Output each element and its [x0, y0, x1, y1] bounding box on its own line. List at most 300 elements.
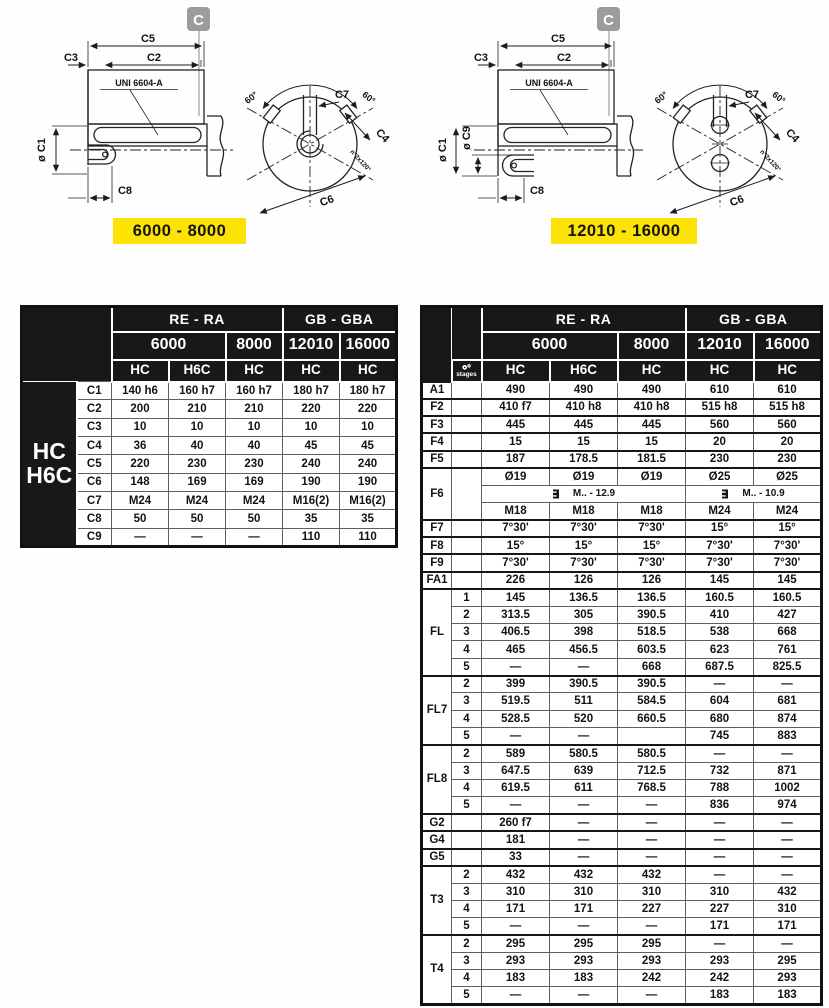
value-cell: 140 h6 — [112, 382, 169, 400]
value-cell: 538 — [686, 624, 754, 641]
value-cell: 145 — [482, 589, 550, 606]
value-cell: — — [550, 797, 618, 814]
table-row — [22, 400, 397, 418]
value-cell: 15° — [550, 537, 618, 554]
header-variant-hc: HC — [618, 360, 686, 382]
end-view-dimensions — [653, 85, 802, 213]
group-label-fl8: FL8 — [422, 745, 452, 814]
value-cell: 136.5 — [550, 589, 618, 606]
value-cell: 427 — [754, 606, 822, 623]
value-cell: 10 — [169, 418, 226, 436]
group-label-f5: F5 — [422, 451, 452, 468]
value-cell: 181 — [482, 831, 550, 848]
table-row — [422, 433, 822, 450]
table-row — [422, 797, 822, 814]
value-cell: 680 — [686, 710, 754, 727]
value-cell: 7°30' — [686, 537, 754, 554]
value-cell: 745 — [686, 727, 754, 744]
header-group-gb-gba: GB - GBA — [283, 307, 397, 332]
value-cell: 295 — [482, 935, 550, 952]
header-corner — [422, 307, 452, 382]
value-cell: 110 — [340, 528, 397, 546]
group-label-f3: F3 — [422, 416, 452, 433]
value-cell: 490 — [618, 382, 686, 399]
value-cell: 515 h8 — [754, 399, 822, 416]
value-cell: 160 h7 — [226, 382, 283, 400]
value-cell: Ø19 — [550, 468, 618, 485]
value-cell: 310 — [754, 900, 822, 917]
stage-cell: 5 — [452, 918, 482, 935]
header-variant-hc: HC — [482, 360, 550, 382]
value-cell: Ø19 — [618, 468, 686, 485]
value-cell: 50 — [169, 510, 226, 528]
value-cell: 15 — [618, 433, 686, 450]
value-cell: 295 — [754, 952, 822, 969]
value-cell: 7°30' — [618, 520, 686, 537]
stage-cell — [452, 382, 482, 399]
bolt-icon — [721, 489, 729, 499]
stage-cell — [452, 814, 482, 831]
table-row — [422, 520, 822, 537]
screw-class-label: M.. - 12.9 — [572, 487, 616, 499]
value-cell: 227 — [686, 900, 754, 917]
value-cell: — — [169, 528, 226, 546]
table-row — [422, 745, 822, 762]
side-view-dimensions — [437, 33, 614, 203]
stage-cell — [452, 451, 482, 468]
value-cell: — — [226, 528, 283, 546]
value-cell: 240 — [283, 455, 340, 473]
angle-label-right: 60° — [360, 89, 378, 106]
row-label-c2: C2 — [77, 400, 112, 418]
value-cell: — — [550, 727, 618, 744]
value-cell: — — [482, 658, 550, 675]
stage-cell — [452, 399, 482, 416]
value-cell: 171 — [754, 918, 822, 935]
value-cell: 623 — [686, 641, 754, 658]
value-cell: 45 — [283, 437, 340, 455]
group-label-fl: FL — [422, 589, 452, 675]
value-cell: 712.5 — [618, 762, 686, 779]
value-cell: 390.5 — [618, 606, 686, 623]
value-cell: 310 — [482, 883, 550, 900]
value-cell: M18 — [550, 503, 618, 520]
stage-cell: 3 — [452, 693, 482, 710]
value-cell: 180 h7 — [283, 382, 340, 400]
stage-cell: 5 — [452, 658, 482, 675]
value-cell: 160.5 — [686, 589, 754, 606]
value-cell: 7°30' — [754, 554, 822, 571]
section-badge-label: C — [193, 12, 204, 29]
row-label-c3: C3 — [77, 418, 112, 436]
value-cell: 171 — [550, 900, 618, 917]
value-cell: 490 — [550, 382, 618, 399]
value-cell: — — [754, 831, 822, 848]
group-label-g2: G2 — [422, 814, 452, 831]
stage-cell: 3 — [452, 762, 482, 779]
right-table-body — [422, 382, 822, 1005]
dim-label-c4: C4 — [783, 126, 802, 146]
dim-label-c3: C3 — [473, 52, 489, 64]
value-cell: Ø25 — [686, 468, 754, 485]
table-row — [22, 473, 397, 491]
value-cell: — — [482, 797, 550, 814]
table-row — [422, 416, 822, 433]
group-label-g4: G4 — [422, 831, 452, 848]
value-cell: 242 — [686, 970, 754, 987]
value-cell: — — [618, 918, 686, 935]
value-cell: — — [618, 831, 686, 848]
table-row — [422, 831, 822, 848]
value-cell: — — [754, 745, 822, 762]
value-cell: 136.5 — [618, 589, 686, 606]
value-cell: 226 — [482, 572, 550, 589]
dim-label-c2: C2 — [556, 52, 572, 64]
group-label-f9: F9 — [422, 554, 452, 571]
value-cell: 836 — [686, 797, 754, 814]
table-row — [422, 779, 822, 796]
value-cell: 456.5 — [550, 641, 618, 658]
value-cell: 126 — [618, 572, 686, 589]
value-cell: 390.5 — [618, 676, 686, 693]
value-cell: 768.5 — [618, 779, 686, 796]
value-cell: M24 — [169, 492, 226, 510]
table-row — [422, 987, 822, 1004]
value-cell: 210 — [226, 400, 283, 418]
header-size-12010: 12010 — [686, 332, 754, 360]
group-label-f2: F2 — [422, 399, 452, 416]
stage-cell — [452, 849, 482, 866]
angle-label-right: 60° — [770, 89, 788, 106]
group-label-fl7: FL7 — [422, 676, 452, 745]
value-cell: 465 — [482, 641, 550, 658]
value-cell — [618, 727, 686, 744]
value-cell: Ø25 — [754, 468, 822, 485]
value-cell: — — [618, 849, 686, 866]
value-cell: 490 — [482, 382, 550, 399]
value-cell: — — [550, 987, 618, 1004]
value-cell: 580.5 — [550, 745, 618, 762]
header-stages — [452, 360, 482, 382]
value-cell: M18 — [618, 503, 686, 520]
value-cell: 20 — [754, 433, 822, 450]
value-cell: 190 — [283, 473, 340, 491]
value-cell: 520 — [550, 710, 618, 727]
value-cell: 227 — [618, 900, 686, 917]
value-cell: 515 h8 — [686, 399, 754, 416]
header-size-16000: 16000 — [754, 332, 822, 360]
value-cell: 7°30' — [618, 554, 686, 571]
table-row — [422, 382, 822, 399]
stage-cell: 2 — [452, 606, 482, 623]
stage-cell: 4 — [452, 779, 482, 796]
value-cell: 974 — [754, 797, 822, 814]
value-cell: 7°30' — [550, 520, 618, 537]
screw-class-label: M.. - 10.9 — [742, 487, 785, 499]
value-cell: — — [112, 528, 169, 546]
value-cell: 50 — [226, 510, 283, 528]
dim-label-c6: C6 — [318, 193, 336, 210]
stage-cell: 2 — [452, 745, 482, 762]
value-cell: — — [686, 814, 754, 831]
value-cell: 293 — [550, 952, 618, 969]
section-badge-label: C — [603, 12, 614, 29]
value-cell: 15 — [482, 433, 550, 450]
table-row — [422, 693, 822, 710]
value-cell: 406.5 — [482, 624, 550, 641]
value-cell: — — [482, 987, 550, 1004]
dim-label-c5: C5 — [140, 33, 156, 45]
header-size-12010: 12010 — [283, 332, 340, 360]
header-corner — [452, 307, 482, 360]
value-cell: M24 — [754, 503, 822, 520]
table-row — [422, 918, 822, 935]
value-cell: 445 — [618, 416, 686, 433]
header-variant-h6c: H6C — [550, 360, 618, 382]
group-label-f6: F6 — [422, 468, 452, 520]
table-row — [422, 537, 822, 554]
value-cell: 883 — [754, 727, 822, 744]
value-cell: 761 — [754, 641, 822, 658]
value-cell: — — [754, 676, 822, 693]
dim-label-c1: ø C1 — [437, 138, 449, 162]
dim-label-c8: C8 — [117, 185, 133, 197]
table-row — [422, 503, 822, 520]
dim-label-c3: C3 — [63, 52, 79, 64]
value-cell: 432 — [550, 866, 618, 883]
value-cell: 399 — [482, 676, 550, 693]
value-cell: 7°30' — [754, 537, 822, 554]
table-row — [422, 952, 822, 969]
value-cell: 874 — [754, 710, 822, 727]
value-cell: 432 — [618, 866, 686, 883]
value-cell: 295 — [550, 935, 618, 952]
shaft-drawing-12010-16000 — [418, 4, 823, 219]
value-cell: 20 — [686, 433, 754, 450]
header-variant-h6c: H6C — [169, 360, 226, 382]
stage-cell: 4 — [452, 970, 482, 987]
table-row — [22, 510, 397, 528]
header-size-16000: 16000 — [340, 332, 397, 360]
dim-label-c1: ø C1 — [36, 138, 48, 162]
stage-cell: 5 — [452, 797, 482, 814]
value-cell: — — [550, 658, 618, 675]
side-label-line: H6C — [26, 462, 73, 489]
value-cell: M24 — [226, 492, 283, 510]
stage-cell: 5 — [452, 987, 482, 1004]
row-label-c8: C8 — [77, 510, 112, 528]
value-cell: 242 — [618, 970, 686, 987]
header-group-gb-gba: GB - GBA — [686, 307, 822, 332]
table-row — [422, 727, 822, 744]
value-cell: 619.5 — [482, 779, 550, 796]
angle-label-left: 60° — [242, 89, 260, 106]
stage-cell: 4 — [452, 900, 482, 917]
group-label-f4: F4 — [422, 433, 452, 450]
table-row — [22, 492, 397, 510]
header-size-8000: 8000 — [226, 332, 283, 360]
left-table-body — [22, 382, 397, 547]
value-cell: 220 — [340, 400, 397, 418]
right-table-header — [422, 307, 822, 382]
caption-6000-8000: 6000 - 8000 — [113, 218, 246, 244]
stage-cell — [452, 572, 482, 589]
stages-label: stages — [456, 371, 477, 379]
value-cell: 10 — [340, 418, 397, 436]
stage-cell: 4 — [452, 641, 482, 658]
value-cell: 7°30' — [482, 520, 550, 537]
header-variant-hc: HC — [686, 360, 754, 382]
end-view — [657, 86, 783, 210]
value-cell: 647.5 — [482, 762, 550, 779]
value-cell: 410 h8 — [618, 399, 686, 416]
value-cell: 15° — [618, 537, 686, 554]
row-label-c9: C9 — [77, 528, 112, 546]
value-cell: 560 — [754, 416, 822, 433]
value-cell: 230 — [686, 451, 754, 468]
keyway-standard-label: UNI 6604-A — [115, 78, 163, 88]
value-cell: Ø19 — [482, 468, 550, 485]
value-cell: 7°30' — [686, 554, 754, 571]
value-cell: 732 — [686, 762, 754, 779]
value-cell: 293 — [482, 952, 550, 969]
value-cell: 589 — [482, 745, 550, 762]
value-cell: 610 — [754, 382, 822, 399]
table-row — [22, 418, 397, 436]
header-size-6000: 6000 — [482, 332, 618, 360]
table-row — [22, 455, 397, 473]
value-cell: 148 — [112, 473, 169, 491]
left-table-header — [22, 307, 397, 382]
value-cell: — — [618, 987, 686, 1004]
value-cell: 126 — [550, 572, 618, 589]
dim-label-c9: ø C9 — [461, 126, 473, 150]
value-cell: 160.5 — [754, 589, 822, 606]
value-cell: — — [686, 676, 754, 693]
table-row — [422, 883, 822, 900]
value-cell: 171 — [482, 900, 550, 917]
table-row — [22, 437, 397, 455]
stage-cell: 1 — [452, 589, 482, 606]
table-row — [422, 658, 822, 675]
table-row — [422, 641, 822, 658]
value-cell: 871 — [754, 762, 822, 779]
value-cell: 178.5 — [550, 451, 618, 468]
value-cell: M16(2) — [340, 492, 397, 510]
dim-label-c6: C6 — [728, 193, 746, 210]
header-variant-hc: HC — [754, 360, 822, 382]
stage-cell: 4 — [452, 710, 482, 727]
value-cell: 183 — [482, 970, 550, 987]
value-cell: 511 — [550, 693, 618, 710]
value-cell: 220 — [112, 455, 169, 473]
value-cell: 15° — [482, 537, 550, 554]
table-row — [422, 624, 822, 641]
value-cell: 40 — [226, 437, 283, 455]
row-label-c4: C4 — [77, 437, 112, 455]
angle-label-left: 60° — [652, 89, 670, 106]
stage-cell: 2 — [452, 676, 482, 693]
value-cell: — — [550, 814, 618, 831]
value-cell: 230 — [169, 455, 226, 473]
value-cell: 668 — [754, 624, 822, 641]
value-cell: 687.5 — [686, 658, 754, 675]
value-cell: 293 — [618, 952, 686, 969]
table-row — [422, 900, 822, 917]
value-cell: 45 — [340, 437, 397, 455]
table-row — [422, 849, 822, 866]
dim-label-c7: C7 — [334, 89, 350, 101]
value-cell: 160 h7 — [169, 382, 226, 400]
stage-cell: 3 — [452, 624, 482, 641]
value-cell: 180 h7 — [340, 382, 397, 400]
stage-cell: 2 — [452, 866, 482, 883]
value-cell: 35 — [283, 510, 340, 528]
value-cell: 15° — [686, 520, 754, 537]
header-variant-hc: HC — [112, 360, 169, 382]
table-row — [422, 485, 822, 502]
stage-cell: 5 — [452, 727, 482, 744]
value-cell: 260 f7 — [482, 814, 550, 831]
dim-label-c7: C7 — [744, 89, 760, 101]
stage-cell: 2 — [452, 935, 482, 952]
value-cell: 432 — [482, 866, 550, 883]
header-size-6000: 6000 — [112, 332, 226, 360]
value-cell: 310 — [550, 883, 618, 900]
section-marker — [597, 7, 620, 116]
group-label-g5: G5 — [422, 849, 452, 866]
stage-cell — [452, 433, 482, 450]
value-cell: 50 — [112, 510, 169, 528]
screw-class-cell — [482, 485, 686, 502]
table-row — [422, 970, 822, 987]
value-cell: — — [686, 935, 754, 952]
stage-cell — [452, 416, 482, 433]
value-cell: 183 — [754, 987, 822, 1004]
value-cell: 183 — [550, 970, 618, 987]
value-cell: 310 — [618, 883, 686, 900]
dimensions-table-stages — [420, 305, 823, 1006]
value-cell: 169 — [169, 473, 226, 491]
table-row — [422, 866, 822, 883]
stage-cell — [452, 831, 482, 848]
value-cell: 604 — [686, 693, 754, 710]
shaft-drawing-6000-8000 — [8, 4, 413, 219]
header-variant-hc: HC — [340, 360, 397, 382]
value-cell: 220 — [283, 400, 340, 418]
value-cell: 639 — [550, 762, 618, 779]
end-view — [247, 86, 373, 210]
value-cell: 293 — [754, 970, 822, 987]
table-row — [422, 814, 822, 831]
value-cell: M18 — [482, 503, 550, 520]
value-cell: 36 — [112, 437, 169, 455]
value-cell: 169 — [226, 473, 283, 491]
header-corner — [22, 307, 112, 382]
value-cell: 293 — [686, 952, 754, 969]
value-cell: 210 — [169, 400, 226, 418]
row-label-c6: C6 — [77, 473, 112, 491]
value-cell: 519.5 — [482, 693, 550, 710]
value-cell: 681 — [754, 693, 822, 710]
side-label-line: HC — [32, 438, 66, 465]
stage-cell: 3 — [452, 952, 482, 969]
header-group-re-ra: RE - RA — [112, 307, 283, 332]
value-cell: 410 f7 — [482, 399, 550, 416]
value-cell: 603.5 — [618, 641, 686, 658]
dim-label-c5: C5 — [550, 33, 566, 45]
dim-label-c4: C4 — [373, 126, 392, 146]
